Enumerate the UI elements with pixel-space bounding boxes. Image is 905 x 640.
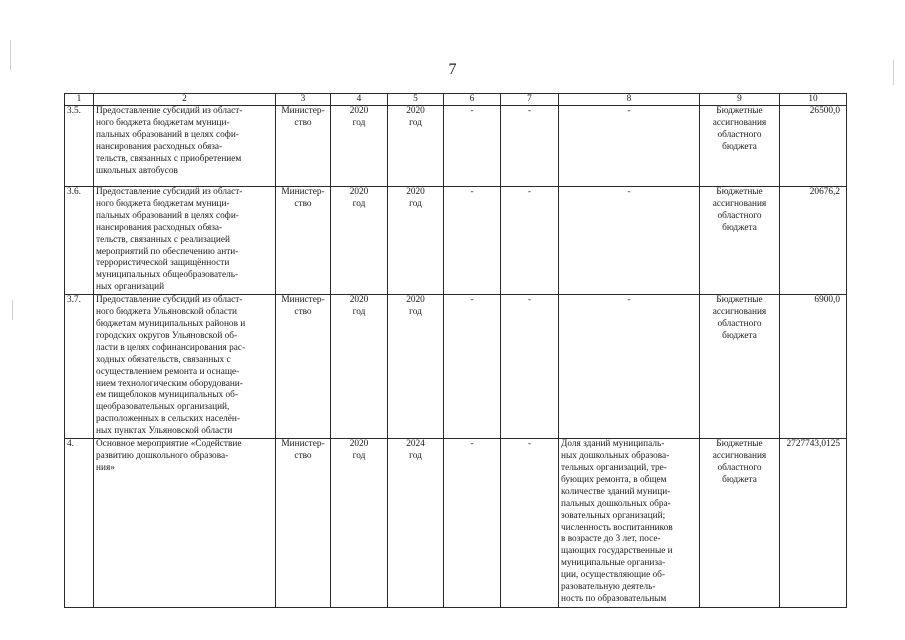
item-description: Предоставление субсидий из област- ного бюджета бюджетам муници- пальных образований в целях софи- нансирования расходных обяза- тельств, связанных с реализацией мероприятий по обеспечению анти- террористической защищённости муниципальных общеобразователь- ных организаций [94,187,276,295]
item-executor: Министер- ство [276,439,331,608]
item-col6: - [444,187,501,295]
item-start-year: 2020 год [331,295,388,439]
item-start-year: 2020 год [331,106,388,187]
page-number: 7 [448,61,457,78]
item-executor: Министер- ство [276,106,331,187]
item-col7: - [501,295,559,439]
header-cell: 4 [331,94,388,106]
item-end-year: 2020 год [388,295,444,439]
item-end-year: 2020 год [388,187,444,295]
item-amount: 20676,2 [780,187,847,295]
table-row [65,295,847,439]
header-cell: 6 [444,94,501,106]
item-end-year: 2024 год [388,439,444,608]
scan-edge-mark [12,300,13,320]
item-col7: - [501,439,559,608]
item-col6: - [444,295,501,439]
header-row [65,94,847,106]
header-cell: 8 [559,94,700,106]
item-funding-source: Бюджетные ассигнования областного бюджета [700,187,780,295]
item-description: Основное мероприятие «Содействие развитию дошкольного образова- ния» [94,439,276,608]
item-executor: Министер- ство [276,187,331,295]
table-row [65,187,847,295]
item-number: 4. [65,439,94,608]
item-col6: - [444,106,501,187]
item-funding-source: Бюджетные ассигнования областного бюджета [700,439,780,608]
item-number: 3.5. [65,106,94,187]
item-amount: 26500,0 [780,106,847,187]
item-indicators: Доля зданий муниципаль- ных дошкольных образова- тельных организаций, тре- бующих ремонта, в общем количестве зданий муници- пальных дошкольных обра- зовательных организаций; численность воспитанников в возрасте до 3 лет, посе- щающих государственные и муниципальные организа- ции, осуществляющие об- разовательную деятель- ность по образовательным [559,439,700,608]
item-number: 3.6. [65,187,94,295]
header-cell: 3 [276,94,331,106]
item-amount: 6900,0 [780,295,847,439]
item-funding-source: Бюджетные ассигнования областного бюджета [700,106,780,187]
item-col7: - [501,106,559,187]
header-cell: 1 [65,94,94,106]
item-funding-source: Бюджетные ассигнования областного бюджета [700,295,780,439]
item-executor: Министер- ство [276,295,331,439]
item-indicators: - [559,106,700,187]
item-indicators: - [559,187,700,295]
table-row [65,439,847,608]
item-start-year: 2020 год [331,187,388,295]
scan-edge-mark [893,60,894,85]
item-end-year: 2020 год [388,106,444,187]
item-number: 3.7. [65,295,94,439]
item-amount: 2727743,0125 [780,439,847,608]
item-col7: - [501,187,559,295]
item-description: Предоставление субсидий из област- ного бюджета бюджетам муници- пальных образований в целях софи- нансирования расходных обяза- тельств, связанных с приобретением школьных автобусов [94,106,276,187]
scan-edge-mark [10,40,11,70]
item-col6: - [444,439,501,608]
table-row [65,106,847,187]
header-cell: 10 [780,94,847,106]
program-table [64,93,847,608]
header-cell: 5 [388,94,444,106]
header-cell: 7 [501,94,559,106]
item-description: Предоставление субсидий из област- ного бюджета Ульяновской области бюджетам муниципальных районов и городских округов Ульяновской об- ласти в целях софинансирования рас- ходных обязательств, связанных с осуществлением ремонта и оснаще- нием технологическим оборудовани- ем пищеблоков муниципальных об- щеобразовательных организаций, расположенных в сельских населён- ных пунктах Ульяновской области [94,295,276,439]
header-cell: 9 [700,94,780,106]
header-cell: 2 [94,94,276,106]
item-start-year: 2020 год [331,439,388,608]
item-indicators: - [559,295,700,439]
